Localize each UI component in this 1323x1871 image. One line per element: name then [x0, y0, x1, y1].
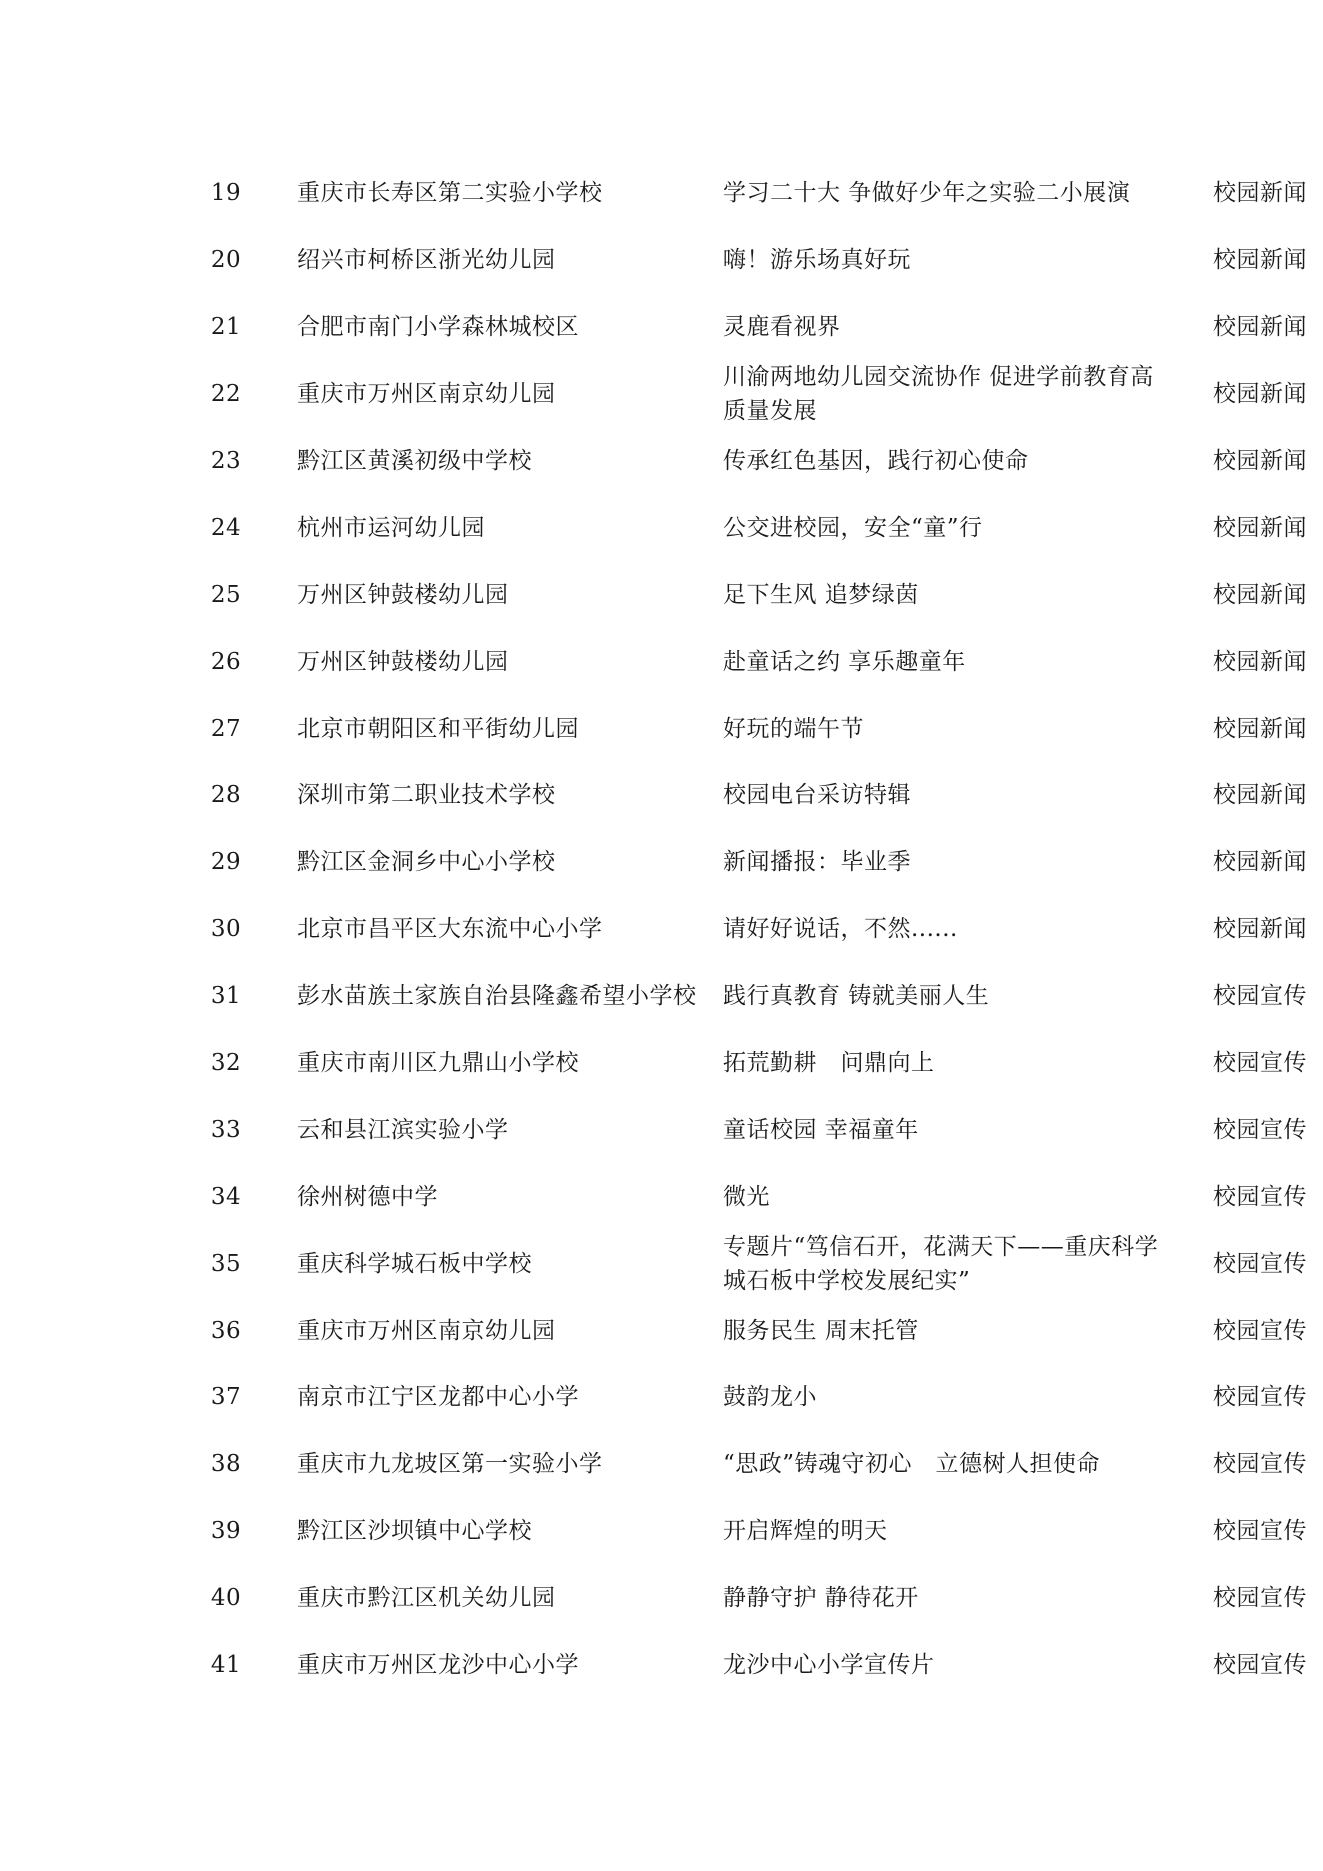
entry-number: 27 — [210, 715, 242, 742]
entry-number: 32 — [210, 1050, 242, 1077]
school-name: 重庆市万州区龙沙中心小学 — [297, 1652, 579, 1679]
entry-number: 39 — [210, 1518, 242, 1545]
table-row — [0, 1096, 1323, 1163]
school-name: 北京市朝阳区和平街幼儿园 — [297, 715, 579, 742]
school-name: 重庆市九龙坡区第一实验小学 — [297, 1451, 603, 1478]
work-title: 灵鹿看视界 — [723, 314, 841, 341]
work-title: 拓荒勤耕 问鼎向上 — [723, 1050, 935, 1077]
entry-number: 30 — [210, 916, 242, 943]
work-title: 专题片“笃信石开，花满天下——重庆科学城石板中学校发展纪实” — [723, 1233, 1159, 1294]
table-row — [0, 428, 1323, 495]
table-row — [0, 628, 1323, 695]
table-row — [0, 294, 1323, 361]
school-name: 深圳市第二职业技术学校 — [297, 782, 556, 809]
work-title: 新闻播报：毕业季 — [723, 849, 911, 876]
school-name: 重庆科学城石板中学校 — [297, 1250, 532, 1277]
entry-number: 19 — [210, 180, 242, 207]
work-category: 校园新闻 — [1213, 247, 1307, 274]
table-row — [0, 1632, 1323, 1699]
work-title: 足下生风 追梦绿茵 — [723, 581, 919, 608]
entry-number: 35 — [210, 1250, 242, 1277]
school-name: 黔江区黄溪初级中学校 — [297, 448, 532, 474]
work-category: 校园宣传 — [1213, 1518, 1307, 1545]
table-row — [0, 561, 1323, 628]
work-category: 校园宣传 — [1213, 1652, 1307, 1679]
table-row — [0, 695, 1323, 762]
work-category: 校园新闻 — [1213, 180, 1307, 207]
work-title: 赴童话之约 享乐趣童年 — [723, 648, 966, 675]
table-row — [0, 1297, 1323, 1364]
work-category: 校园新闻 — [1213, 581, 1307, 608]
work-title: 校园电台采访特辑 — [723, 782, 911, 809]
work-category: 校园新闻 — [1213, 514, 1307, 541]
entry-number: 34 — [210, 1183, 242, 1210]
table-row — [0, 1163, 1323, 1230]
work-title: 传承红色基因，践行初心使命 — [723, 448, 1029, 474]
work-category: 校园新闻 — [1213, 782, 1307, 809]
work-category: 校园宣传 — [1213, 1250, 1307, 1277]
work-category: 校园新闻 — [1213, 314, 1307, 341]
work-category: 校园宣传 — [1213, 1116, 1307, 1143]
school-name: 重庆市万州区南京幼儿园 — [297, 1317, 556, 1344]
school-name: 北京市昌平区大东流中心小学 — [297, 916, 603, 943]
work-title: 开启辉煌的明天 — [723, 1518, 888, 1545]
work-title: 公交进校园，安全“童”行 — [723, 514, 983, 541]
work-title: 静静守护 静待花开 — [723, 1585, 919, 1612]
school-name: 云和县江滨实验小学 — [297, 1116, 509, 1143]
entry-number: 38 — [210, 1451, 242, 1478]
work-title: 嗨！游乐场真好玩 — [723, 247, 911, 274]
entry-number: 28 — [210, 782, 242, 809]
work-category: 校园宣传 — [1213, 1384, 1307, 1411]
school-name: 杭州市运河幼儿园 — [297, 514, 485, 541]
entry-number: 29 — [210, 849, 242, 876]
award-list-table — [0, 160, 1323, 1698]
table-row — [0, 1030, 1323, 1097]
work-category: 校园宣传 — [1213, 1050, 1307, 1077]
entry-number: 36 — [210, 1317, 242, 1344]
school-name: 黔江区金洞乡中心小学校 — [297, 849, 556, 876]
school-name: 重庆市万州区南京幼儿园 — [297, 381, 556, 408]
school-name: 万州区钟鼓楼幼儿园 — [297, 581, 509, 608]
school-name: 徐州树德中学 — [297, 1183, 438, 1210]
entry-number: 37 — [210, 1384, 242, 1411]
work-title: 微光 — [723, 1183, 770, 1210]
table-row — [0, 896, 1323, 963]
entry-number: 33 — [210, 1116, 242, 1143]
entry-number: 26 — [210, 648, 242, 675]
work-category: 校园新闻 — [1213, 381, 1307, 408]
work-category: 校园新闻 — [1213, 448, 1307, 474]
work-title: 鼓韵龙小 — [723, 1384, 817, 1411]
school-name: 南京市江宁区龙都中心小学 — [297, 1384, 579, 1411]
entry-number: 41 — [210, 1652, 242, 1679]
work-category: 校园新闻 — [1213, 916, 1307, 943]
work-title: “思政”铸魂守初心 立德树人担使命 — [723, 1451, 1101, 1478]
work-title: 川渝两地幼儿园交流协作 促进学前教育高质量发展 — [723, 364, 1154, 425]
table-row — [0, 1498, 1323, 1565]
entry-number: 21 — [210, 314, 242, 341]
table-row — [0, 227, 1323, 294]
entry-number: 24 — [210, 514, 242, 541]
entry-number: 31 — [210, 983, 242, 1010]
school-name: 绍兴市柯桥区浙光幼儿园 — [297, 247, 556, 274]
school-name: 万州区钟鼓楼幼儿园 — [297, 648, 509, 675]
work-title: 请好好说话，不然...... — [723, 916, 958, 943]
entry-number: 22 — [210, 381, 242, 408]
work-category: 校园宣传 — [1213, 1585, 1307, 1612]
table-row — [0, 160, 1323, 227]
work-category: 校园新闻 — [1213, 849, 1307, 876]
work-title: 童话校园 幸福童年 — [723, 1116, 919, 1143]
work-title: 好玩的端午节 — [723, 715, 864, 742]
school-name: 合肥市南门小学森林城校区 — [297, 314, 579, 341]
school-name: 重庆市黔江区机关幼儿园 — [297, 1585, 556, 1612]
entry-number: 20 — [210, 247, 242, 274]
entry-number: 40 — [210, 1585, 242, 1612]
table-row — [0, 494, 1323, 561]
work-title: 服务民生 周末托管 — [723, 1317, 919, 1344]
school-name: 彭水苗族土家族自治县隆鑫希望小学校 — [297, 983, 697, 1010]
school-name: 重庆市长寿区第二实验小学校 — [297, 180, 603, 207]
entry-number: 23 — [210, 448, 242, 474]
table-row — [0, 963, 1323, 1030]
entry-number: 25 — [210, 581, 242, 608]
table-row — [0, 1565, 1323, 1632]
school-name: 黔江区沙坝镇中心学校 — [297, 1518, 532, 1545]
work-title: 龙沙中心小学宣传片 — [723, 1652, 935, 1679]
work-category: 校园宣传 — [1213, 1317, 1307, 1344]
table-row — [0, 1364, 1323, 1431]
work-category: 校园新闻 — [1213, 715, 1307, 742]
table-row — [0, 762, 1323, 829]
table-row — [0, 1431, 1323, 1498]
table-row — [0, 1230, 1323, 1297]
work-category: 校园宣传 — [1213, 1451, 1307, 1478]
table-row — [0, 829, 1323, 896]
work-title: 学习二十大 争做好少年之实验二小展演 — [723, 180, 1131, 207]
work-category: 校园新闻 — [1213, 648, 1307, 675]
work-category: 校园宣传 — [1213, 983, 1307, 1010]
work-category: 校园宣传 — [1213, 1183, 1307, 1210]
work-title: 践行真教育 铸就美丽人生 — [723, 983, 990, 1010]
table-row — [0, 361, 1323, 428]
school-name: 重庆市南川区九鼎山小学校 — [297, 1050, 579, 1077]
